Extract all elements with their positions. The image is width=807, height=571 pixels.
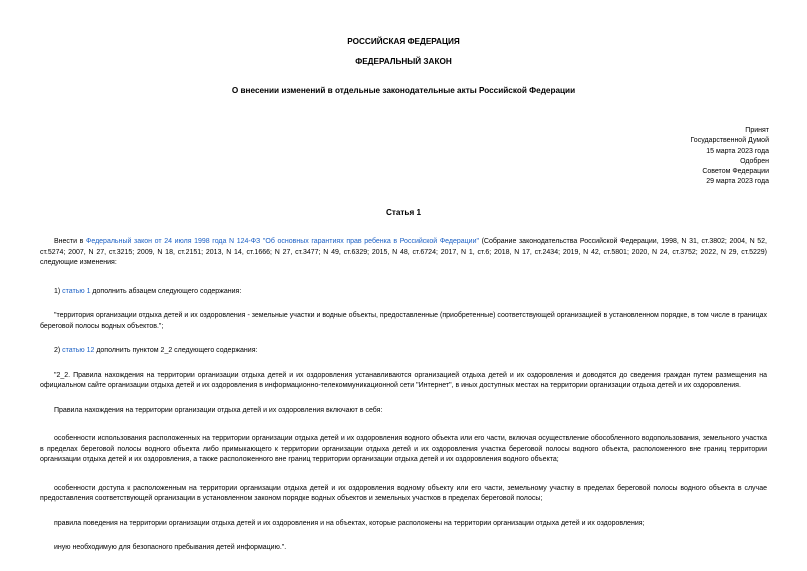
law-type-heading: ФЕДЕРАЛЬНЫЙ ЗАКОН	[355, 57, 452, 66]
adoption-line: 29 марта 2023 года	[706, 178, 769, 186]
rule-paragraph: правила поведения на территории организации отдыха детей и их оздоровления и на объектах, которые расположены на территории организации отдыха детей и их оздоровления;	[54, 519, 645, 527]
item-number: 2)	[54, 347, 63, 354]
rule-paragraph: особенности использования расположенных на территории организации отдыха детей и их оздоровления водного объекта или его части, включая осуществление обособленного водопользования, земельного участка в пределах береговой полосы водного объекта либо примыкающего к территории организации отдыха детей и их оздоровления участка береговой полосы водного объекта, расположенного вне границ территории организации отдыха детей и их оздоровления, а также расположенного вне границ территории организации отдыха детей и их оздоровления водного объекта;	[40, 435, 767, 463]
adoption-block	[690, 126, 769, 188]
item-1-quote: "территория организации отдыха детей и их оздоровления - земельные участки и водные объекты, предоставленные (приобретенные) соответствующей организацией в установленном порядке, в том числе в границах береговой полосы водных объектов.";	[40, 312, 767, 330]
item-text: дополнить пунктом 2_2 следующего содержания:	[94, 347, 258, 354]
article-body	[40, 237, 767, 554]
federal-law-link[interactable]: Федеральный закон от 24 июля 1998 года N 124-ФЗ "Об основных гарантиях прав ребенка в Российской Федерации"	[86, 238, 479, 245]
law-title: О внесении изменений в отдельные законодательные акты Российской Федерации	[231, 86, 576, 95]
rules-intro: Правила нахождения на территории организации отдыха детей и их оздоровления включают в себя:	[54, 406, 383, 414]
article-heading: Статья 1	[385, 208, 422, 217]
item-number: 1)	[54, 287, 63, 295]
article-intro	[40, 237, 767, 269]
country-heading: РОССИЙСКАЯ ФЕДЕРАЦИЯ	[347, 37, 460, 46]
adoption-line: 15 марта 2023 года	[706, 147, 769, 155]
item-text: дополнить абзацем следующего содержания:	[90, 287, 242, 295]
rule-paragraph: особенности доступа к расположенным на территории организации отдыха детей и их оздоровления водному объекту или его части, земельному участку в пределах береговой полосы водного объекта в случае предоставления соответствующей организации в установленном законом порядке водных объектов и земельных участков в пределах береговой полосы;	[40, 484, 767, 502]
item-1	[40, 287, 767, 298]
adoption-line: Государственной Думой	[690, 137, 769, 145]
intro-text: (Собрание законодательства Российской Федерации, 1998, N 31, ст.3802; 2004, N 52, ст.5274; 2007, N 27, ст.3215; 2009, N 18, ст.2151; 2013, N 14, ст.1666; N 27, ст.3477; N 49, ст.6329; 2015, N 48, ст.6724; 2017, N 1, ст.6; 2018, N 17, ст.2434; 2019, N 42, ст.5801; 2020, N 24, ст.3752; 2022, N 29, ст.5229) следующие изменения:	[40, 238, 768, 266]
article-1-link[interactable]: статью 1	[62, 287, 91, 295]
rule-paragraph: иную необходимую для безопасного пребывания детей информацию.".	[54, 544, 287, 551]
item-2	[40, 346, 767, 357]
article-12-link[interactable]: статью 12	[62, 347, 95, 354]
adoption-line: Одобрен	[740, 157, 769, 165]
adoption-line: Советом Федерации	[702, 168, 769, 176]
item-2-quote: "2_2. Правила нахождения на территории организации отдыха детей и их оздоровления устанавливаются организацией отдыха детей и их оздоровления и доводятся до сведения граждан путем размещения на официальном сайте организации отдыха детей и их оздоровления в информационно-телекоммуникационной сети "Интернет", в иных доступных местах на территории организации отдыха детей и их оздоровления.	[40, 371, 767, 389]
adoption-line: Принят	[745, 127, 769, 134]
intro-text: Внести в	[54, 238, 87, 245]
